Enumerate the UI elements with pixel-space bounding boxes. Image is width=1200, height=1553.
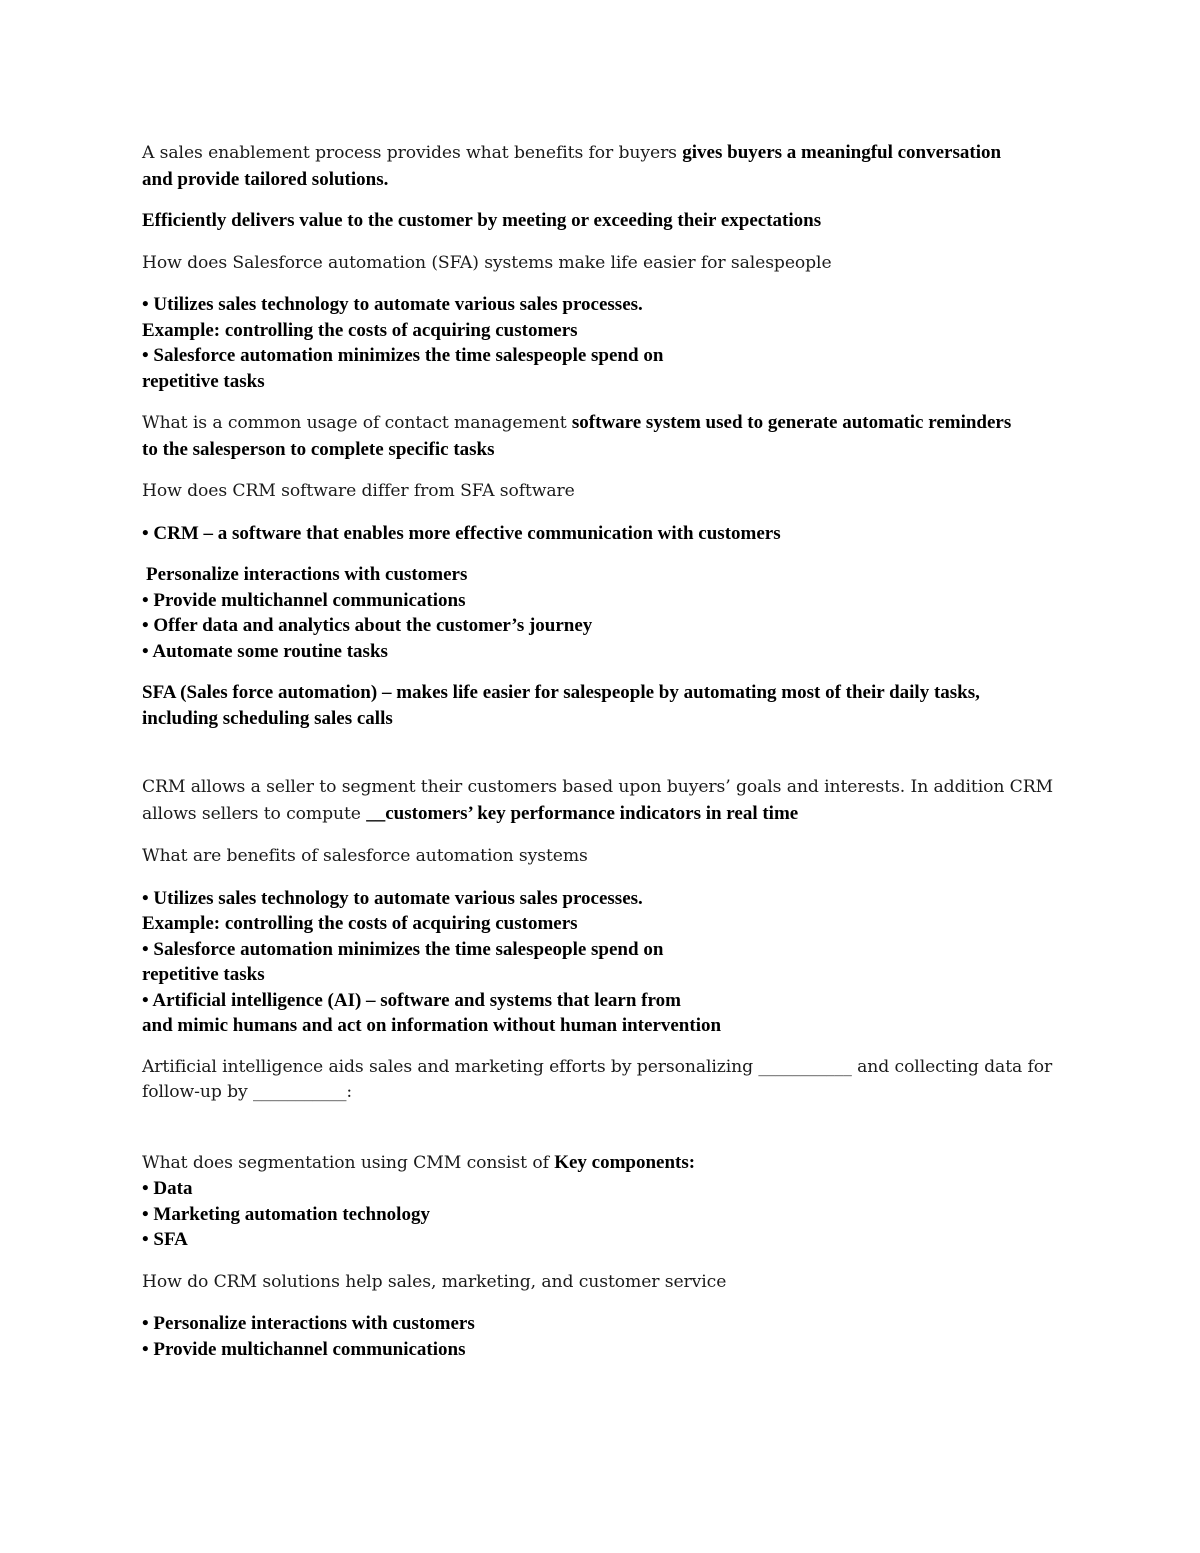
answer-text: gives buyers a meaningful conversation <box>682 142 1002 163</box>
answer-paragraph <box>142 208 1072 234</box>
answer-paragraph <box>142 680 1072 731</box>
list-item: • Data <box>142 1178 193 1199</box>
answer-list <box>142 1311 1072 1362</box>
list-item: • Provide multichannel communications <box>142 1338 466 1360</box>
question-sfa-easier <box>142 250 1072 277</box>
answer-text: including scheduling sales calls <box>142 707 393 729</box>
list-item: • Personalize interactions with customers <box>142 1313 475 1334</box>
list-item: Example: controlling the costs of acquiring customers <box>142 319 578 341</box>
question-text: A sales enablement process provides what benefits for buyers <box>142 143 683 163</box>
qa-contact-management <box>142 410 1072 462</box>
spacer <box>142 747 1072 775</box>
answer-list <box>142 886 1072 1039</box>
list-item: • Automate some routine tasks <box>142 640 388 662</box>
answer-text: to the salesperson to complete specific tasks <box>142 438 495 460</box>
question-text: How does Salesforce automation (SFA) systems make life easier for salespeople <box>142 252 832 273</box>
question-text: What does segmentation using CMM consist of <box>142 1152 555 1173</box>
question-crm-help <box>142 1269 1072 1296</box>
list-item: repetitive tasks <box>142 370 265 392</box>
answer-paragraph <box>142 521 1072 547</box>
question-text: Artificial intelligence aids sales and marketing efforts by personalizing ___________ and collecting data for <box>142 1056 1053 1077</box>
list-item: Example: controlling the costs of acquiring customers <box>142 913 578 934</box>
question-text: allows sellers to compute <box>142 803 367 824</box>
answer-text: Efficiently delivers value to the customer by meeting or exceeding their expectations <box>142 210 822 231</box>
question-text: What are benefits of salesforce automation systems <box>142 846 588 866</box>
question-text: follow-up by ___________: <box>142 1082 353 1102</box>
list-item: • Provide multichannel communications <box>142 589 466 611</box>
list-item: • SFA <box>142 1229 188 1250</box>
list-item: Personalize interactions with customers <box>146 564 468 585</box>
answer-text: __customers’ key performance indicators in real time <box>366 802 799 824</box>
document-body <box>142 140 1072 1378</box>
spacer <box>142 1122 1072 1150</box>
question-ai-aids <box>142 1055 1072 1106</box>
list-item: • Offer data and analytics about the customer’s journey <box>142 615 593 636</box>
answer-text: Key components: <box>554 1151 696 1173</box>
qa-sales-enablement <box>142 140 1072 192</box>
list-item: • Artificial intelligence (AI) – software and systems that learn from <box>142 989 681 1011</box>
question-text: How do CRM solutions help sales, marketing, and customer service <box>142 1271 727 1292</box>
answer-text: and provide tailored solutions. <box>142 168 389 190</box>
question-text: CRM allows a seller to segment their customers based upon buyers’ goals and interests. In addition CRM <box>142 777 1054 797</box>
list-item: repetitive tasks <box>142 964 265 985</box>
question-sfa-benefits <box>142 843 1072 870</box>
list-item: • Salesforce automation minimizes the time salespeople spend on <box>142 938 664 960</box>
answer-text: SFA (Sales force automation) – makes life easier for salespeople by automating most of their daily tasks, <box>142 682 980 703</box>
list-item: • Salesforce automation minimizes the time salespeople spend on <box>142 345 664 366</box>
answer-text: • CRM – a software that enables more effective communication with customers <box>142 522 781 544</box>
answer-list <box>142 562 1072 664</box>
question-text: What is a common usage of contact management <box>142 413 572 433</box>
answer-list <box>142 292 1072 394</box>
list-item: • Marketing automation technology <box>142 1203 430 1225</box>
qa-crm-segment <box>142 775 1072 827</box>
list-item: • Utilizes sales technology to automate various sales processes. <box>142 294 643 315</box>
list-item: and mimic humans and act on information without human intervention <box>142 1015 722 1036</box>
list-item: • Utilizes sales technology to automate various sales processes. <box>142 887 643 909</box>
question-crm-vs-sfa <box>142 478 1072 505</box>
answer-text: software system used to generate automatic reminders <box>571 412 1012 433</box>
question-text: How does CRM software differ from SFA software <box>142 481 575 501</box>
qa-segmentation <box>142 1150 1072 1253</box>
